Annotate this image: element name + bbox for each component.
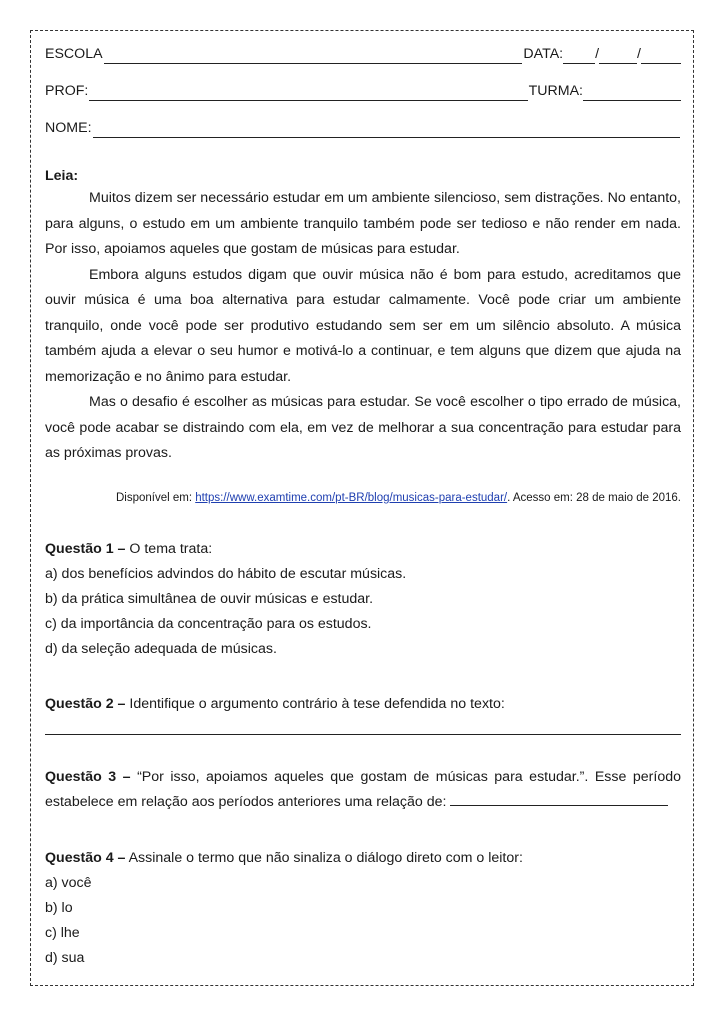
question-3-answer-blank[interactable] <box>450 792 668 806</box>
worksheet-content <box>45 45 681 971</box>
escola-field[interactable] <box>104 49 523 64</box>
escola-label: ESCOLA <box>45 46 103 62</box>
question-4-option-c[interactable]: c) lhe <box>45 924 80 941</box>
question-1-label: Questão 1 – <box>45 540 126 557</box>
question-1-option-c[interactable]: c) da importância da concentração para os estudos. <box>45 615 372 632</box>
date-separator: / <box>637 46 641 62</box>
reading-paragraph-3: Mas o desafio é escolher as músicas para estudar. Se você escolher o tipo errado de música, você pode acabar se distraindo com ela, em vez de melhorar a sua concentração para estudar para as próximas provas. <box>45 394 681 461</box>
nome-row <box>45 119 681 138</box>
question-2-answer-line[interactable] <box>45 720 681 735</box>
question-4 <box>45 846 681 971</box>
month-field[interactable] <box>599 49 637 64</box>
prof-field[interactable] <box>89 86 527 101</box>
question-4-option-d[interactable]: d) sua <box>45 949 85 966</box>
question-1-option-b[interactable]: b) da prática simultânea de ouvir músicas e estudar. <box>45 590 374 607</box>
nome-label: NOME: <box>45 120 92 136</box>
question-1-option-a[interactable]: a) dos benefícios advindos do hábito de escutar músicas. <box>45 565 407 582</box>
question-3 <box>45 765 681 816</box>
prof-label: PROF: <box>45 83 89 99</box>
question-1 <box>45 537 681 662</box>
source-citation <box>45 489 681 507</box>
reading-title: Leia: <box>45 168 79 184</box>
question-3-label: Questão 3 – <box>45 768 131 785</box>
question-1-option-d[interactable]: d) da seleção adequada de músicas. <box>45 640 277 657</box>
source-suffix: . Acesso em: 28 de maio de 2016. <box>507 491 681 504</box>
question-3-text: “Por isso, apoiamos aqueles que gostam de músicas para estudar.”. Esse período estabelece em relação aos períodos anteriores uma relação de: <box>45 768 681 810</box>
reading-paragraph-2: Embora alguns estudos digam que ouvir música não é bom para estudo, acreditamos que ouvir música é uma boa alternativa para estudar calmamente. Você pode criar um ambiente tranquilo, onde você pode ser produtivo estudando sem ser em um silêncio absoluto. A música também ajuda a elevar o seu humor e motivá-lo a continuar, e tem alguns que dizem que ajuda na memorização e no ânimo para estudar. <box>45 266 681 385</box>
turma-label: TURMA: <box>528 83 583 99</box>
source-link[interactable]: https://www.examtime.com/pt-BR/blog/musicas-para-estudar/ <box>195 491 508 504</box>
question-4-label: Questão 4 – <box>45 849 126 866</box>
question-4-option-a[interactable]: a) você <box>45 874 92 891</box>
question-2-label: Questão 2 – <box>45 695 126 712</box>
question-4-text: Assinale o termo que não sinaliza o diálogo direto com o leitor: <box>125 849 523 866</box>
escola-row <box>45 45 681 64</box>
turma-field[interactable] <box>583 86 681 101</box>
question-1-text: O tema trata: <box>125 540 213 557</box>
data-label: DATA: <box>523 46 564 62</box>
day-field[interactable] <box>563 49 595 64</box>
year-field[interactable] <box>641 49 681 64</box>
prof-row <box>45 82 681 101</box>
date-separator: / <box>595 46 600 62</box>
question-2-text: Identifique o argumento contrário à tese defendida no texto: <box>125 695 505 712</box>
question-2 <box>45 692 681 735</box>
question-4-option-b[interactable]: b) lo <box>45 899 73 916</box>
source-prefix: Disponível em: <box>115 491 196 504</box>
nome-field[interactable] <box>93 123 680 138</box>
worksheet-page <box>30 30 694 986</box>
reading-paragraph-1: Muitos dizem ser necessário estudar em um ambiente silencioso, sem distrações. No entanto, para alguns, o estudo em um ambiente tranquilo também pode ser tedioso e não render em nada. Por isso, apoiamos aqueles que gostam de músicas para estudar. <box>45 190 681 257</box>
